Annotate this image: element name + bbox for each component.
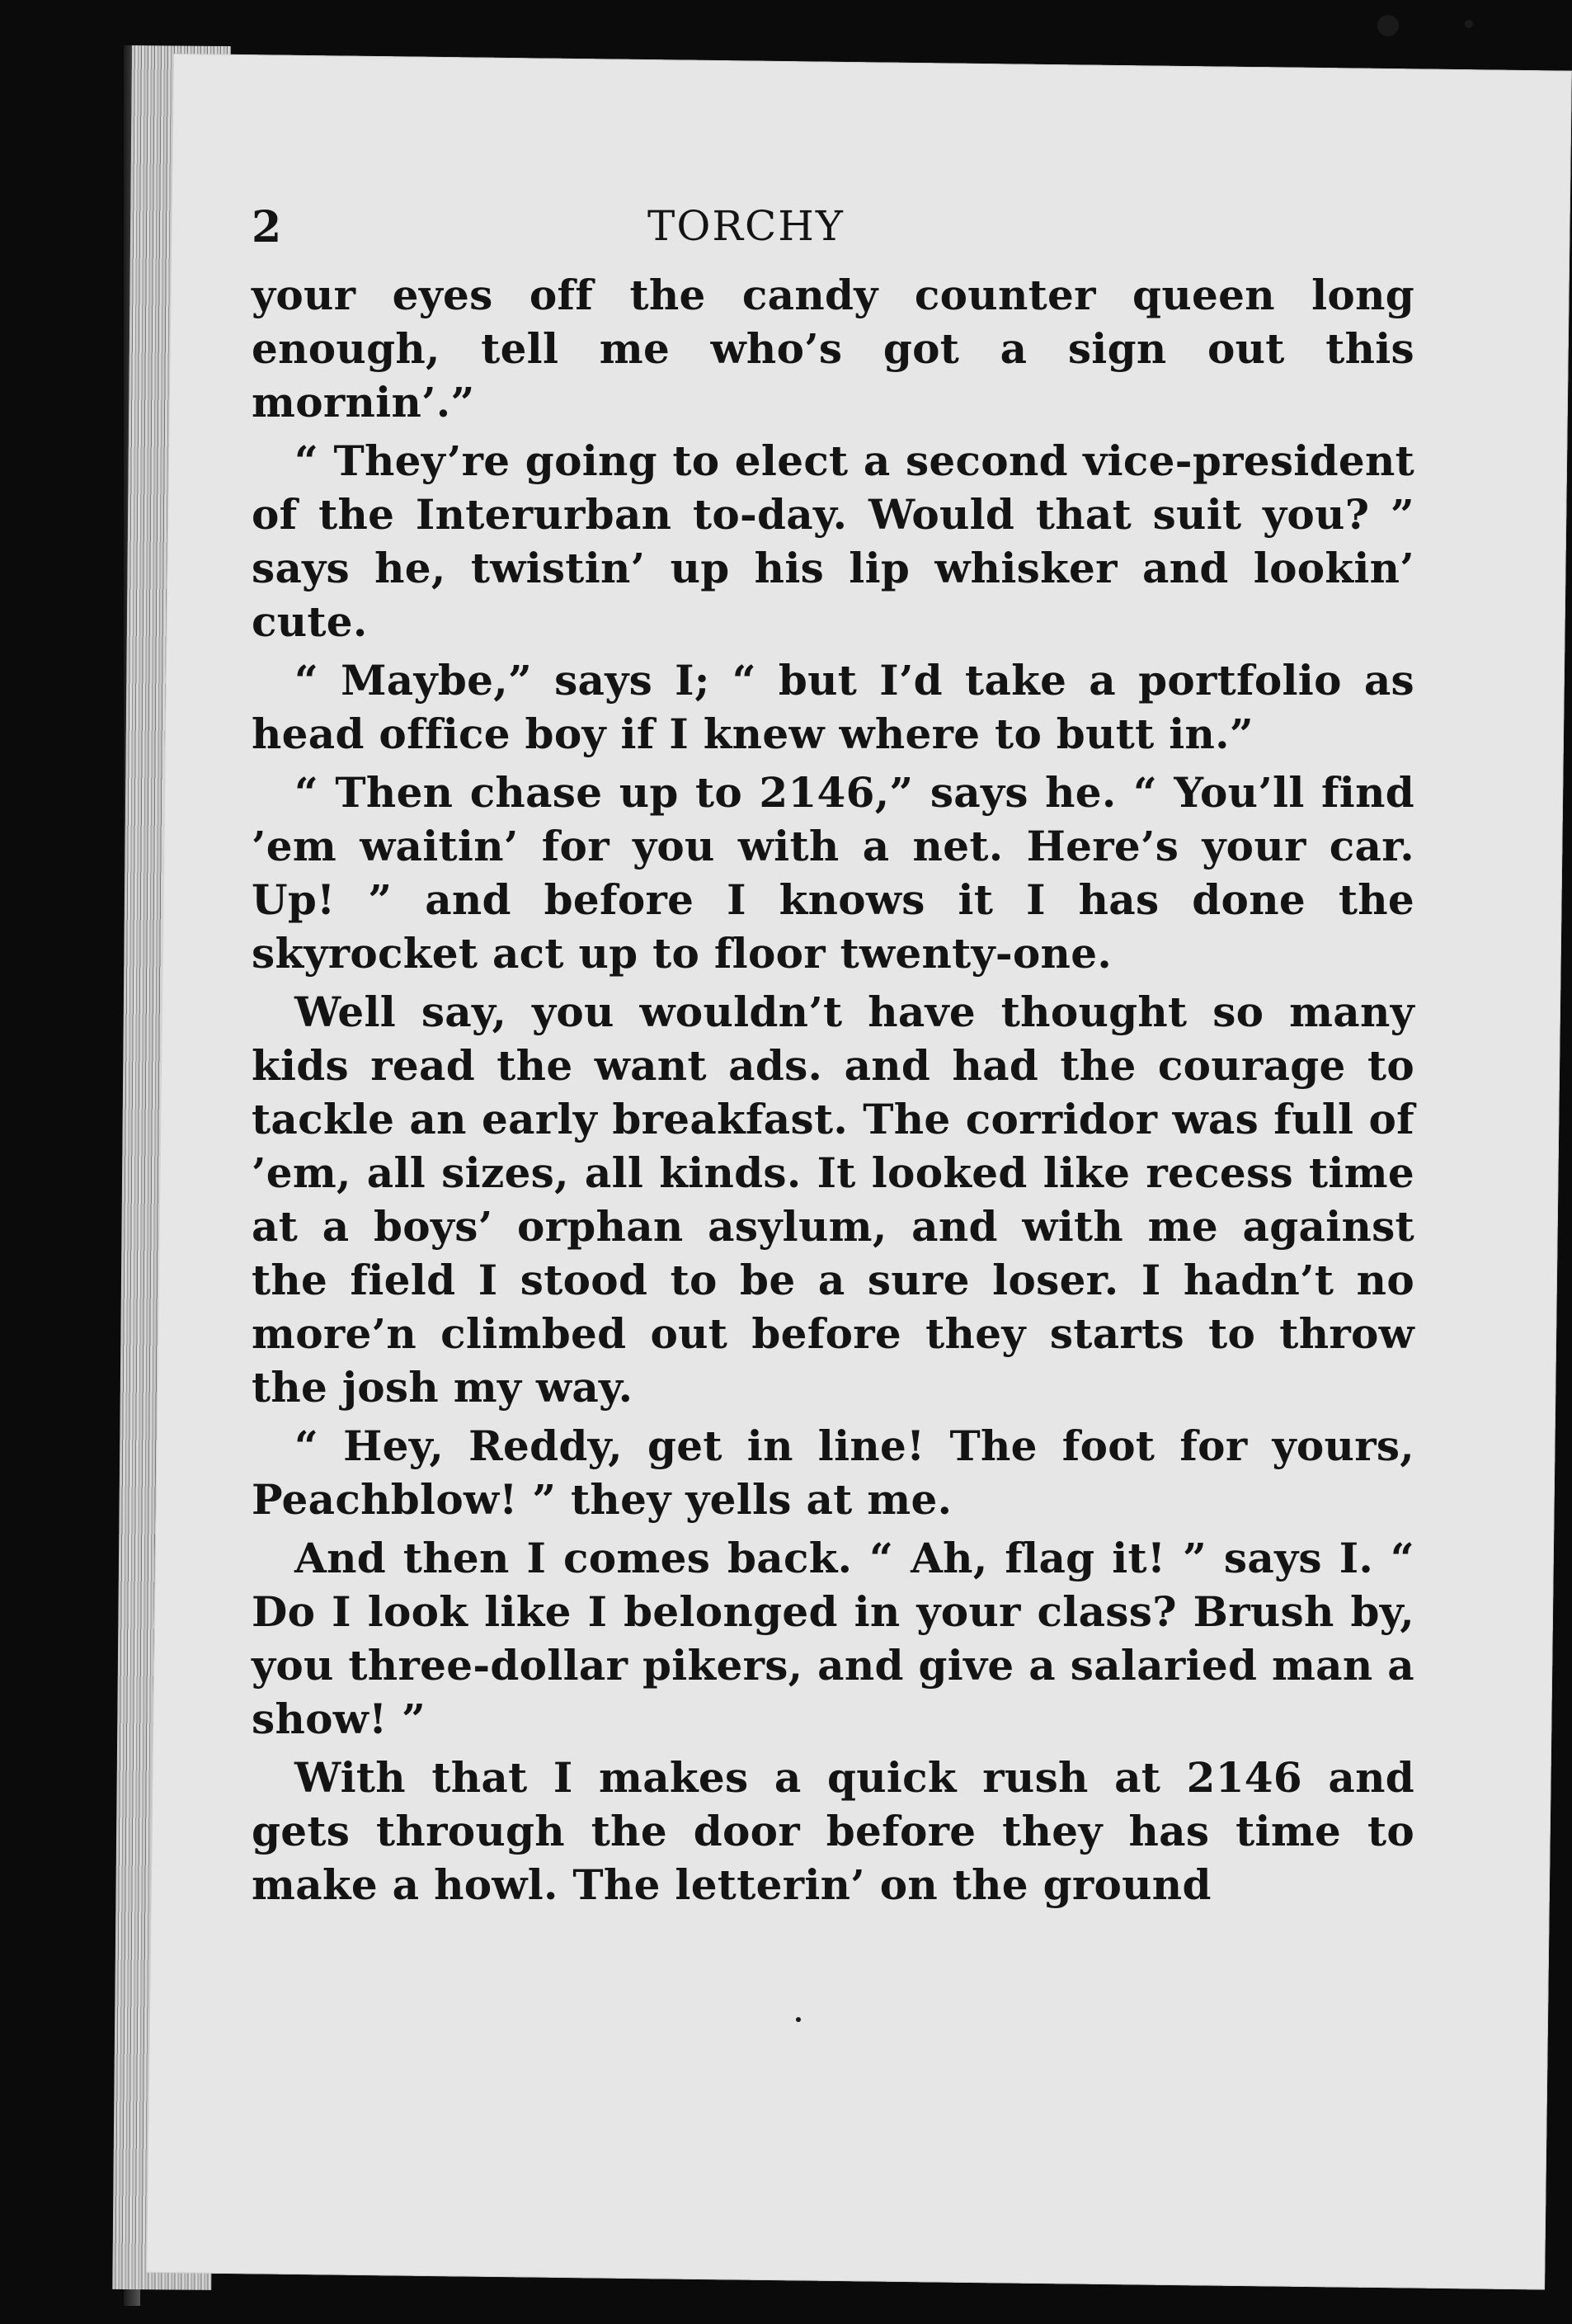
paragraph-8: With that I makes a quick rush at 2146 and gets through the door before they has time to make a howl. The letterin’ on the ground	[252, 1753, 1414, 1909]
paragraph-2: “ They’re going to elect a second vice-president of the Interurban to-day. Would that suit you? ” says he, twistin’ up his lip whisker and lookin’ cute.	[252, 436, 1414, 646]
running-title: TORCHY	[647, 202, 845, 250]
page-number: 2	[252, 202, 284, 252]
page-text-block	[252, 202, 1414, 1912]
running-head	[252, 202, 1414, 268]
paragraph-7: And then I comes back. “ Ah, flag it! ” says I. “ Do I look like I belonged in your class? Brush by, you three-dollar pikers, and give a salaried man a show! ”	[252, 1534, 1414, 1743]
scan-speck	[796, 2017, 801, 2022]
paragraph-1: your eyes off the candy counter queen long enough, tell me who’s got a sign out this mornin’.”	[252, 271, 1414, 427]
paragraph-3: “ Maybe,” says I; “ but I’d take a portfolio as head office boy if I knew where to butt in.”	[252, 656, 1414, 758]
scan-speck	[1465, 20, 1473, 28]
paragraph-5: Well say, you wouldn’t have thought so many kids read the want ads. and had the courage to tackle an early breakfast. The corridor was full of ’em, all sizes, all kinds. It looked like recess time at a boys’ orphan asylum, and with me against the field I stood to be a sure loser. I hadn’t no more’n climbed out before they starts to throw the josh my way.	[252, 988, 1414, 1412]
scan-speck	[1377, 15, 1399, 36]
paragraph-4: “ Then chase up to 2146,” says he. “ You’ll find ’em waitin’ for you with a net. Here’s your car. Up! ” and before I knows it I has done the skyrocket act up to floor twenty-one.	[252, 768, 1414, 978]
paragraph-6: “ Hey, Reddy, get in line! The foot for yours, Peachblow! ” they yells at me.	[252, 1421, 1414, 1524]
